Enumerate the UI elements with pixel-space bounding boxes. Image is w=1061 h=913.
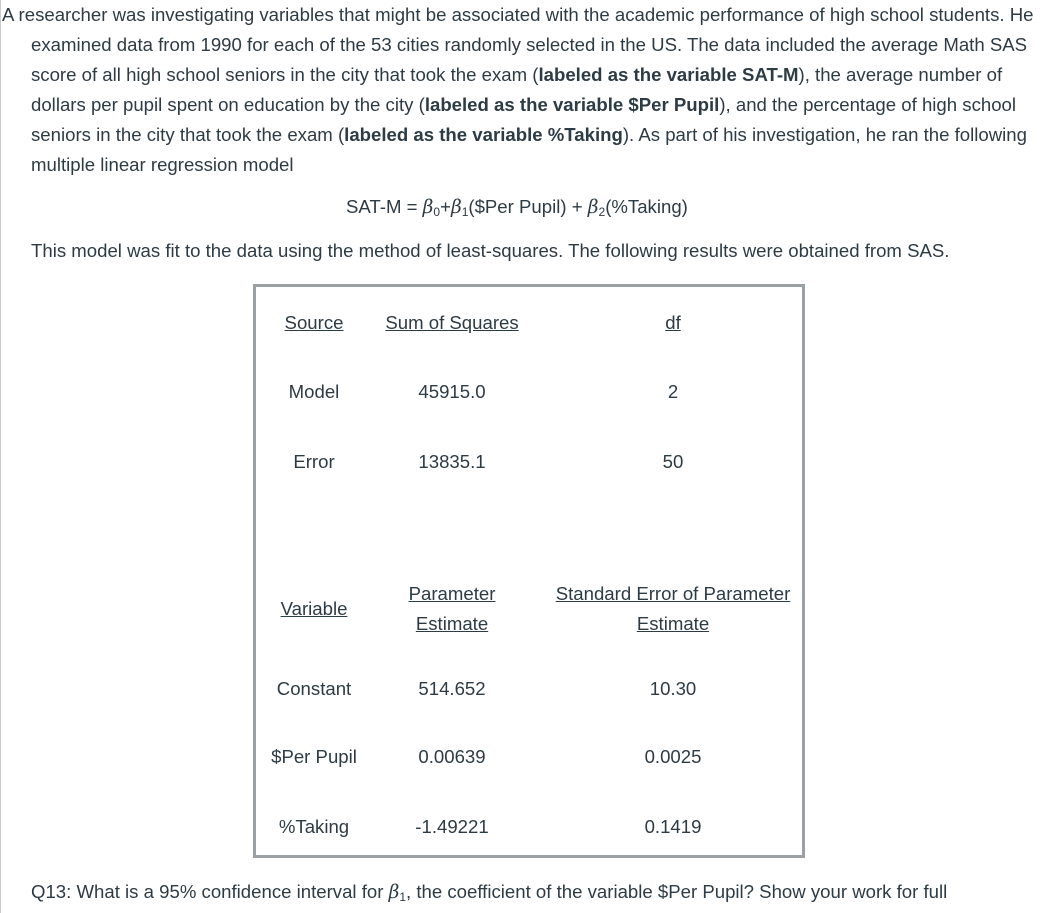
coef-variable-perpupil: $Per Pupil	[271, 746, 357, 767]
anova-ss-model: 45915.0	[418, 381, 486, 402]
header-parameter-estimate: Estimate	[415, 613, 489, 634]
intro-bold-satm: labeled as the variable SAT-M	[538, 64, 799, 85]
anova-source-error: Error	[293, 451, 335, 472]
coef-estimate-perpupil: 0.00639	[418, 746, 486, 767]
beta-symbol: β	[422, 197, 434, 218]
sas-output-table	[253, 284, 805, 858]
left-border	[0, 0, 1, 913]
intro-text-2: ), the average number of dollars per pupil spent on education by the city (	[31, 64, 1003, 115]
regression-equation: $SAT-M = \beta_0+\beta_1(\$Per$ Pupil) + $\beta_2(\%Taking)$	[346, 196, 688, 219]
coef-se-perpupil: 0.0025	[644, 746, 702, 767]
anova-df-model: 2	[667, 381, 679, 402]
beta-symbol: β	[388, 882, 400, 903]
coef-estimate-taking: -1.49221	[415, 816, 489, 837]
intro-text-3: ), and the percentage of high school seniors in the city that took the exam (	[31, 94, 1017, 145]
intro-text-4: ). As part of his investigation, he ran the following multiple linear regression model	[31, 124, 1027, 175]
header-standard-error-estimate: Estimate	[636, 613, 710, 634]
header-variable: Variable	[280, 598, 348, 619]
coef-variable-constant: Constant	[276, 678, 352, 699]
problem-intro	[2, 0, 1041, 180]
intro-text-1: A researcher was investigating variables that might be associated with the academic performance of high school students. He examined data from 1990 for each of the 53 cities randomly selected in the US. The data included the average Math SAS score of all high school seniors in the city that took the exam (	[2, 4, 1034, 85]
coef-se-constant: 10.30	[649, 678, 697, 699]
anova-df-error: 50	[662, 451, 684, 472]
intro-bold-perpupil: labeled as the variable $Per Pupil	[424, 94, 720, 115]
header-parameter: Parameter	[408, 583, 496, 604]
coef-variable-taking: %Taking	[278, 816, 350, 837]
header-sum-of-squares: Sum of Squares	[385, 312, 519, 333]
coef-estimate-constant: 514.652	[418, 678, 486, 699]
anova-source-model: Model	[288, 381, 340, 402]
intro-bold-taking: labeled as the variable %Taking	[344, 124, 623, 145]
question-q13: Q13: What is a 95% confidence interval for $\beta_1$, the coefficient of the variable $Per Pupil? Show your work for full	[31, 881, 948, 904]
beta-symbol: β	[587, 197, 599, 218]
coef-se-taking: 0.1419	[644, 816, 702, 837]
anova-ss-error: 13835.1	[418, 451, 486, 472]
header-source: Source	[284, 312, 344, 333]
fit-description: This model was fit to the data using the method of least-squares. The following results were obtained from SAS.	[31, 240, 950, 261]
beta-symbol: β	[450, 197, 462, 218]
header-standard-error: Standard Error of Parameter	[555, 583, 791, 604]
header-df: df	[665, 312, 681, 333]
